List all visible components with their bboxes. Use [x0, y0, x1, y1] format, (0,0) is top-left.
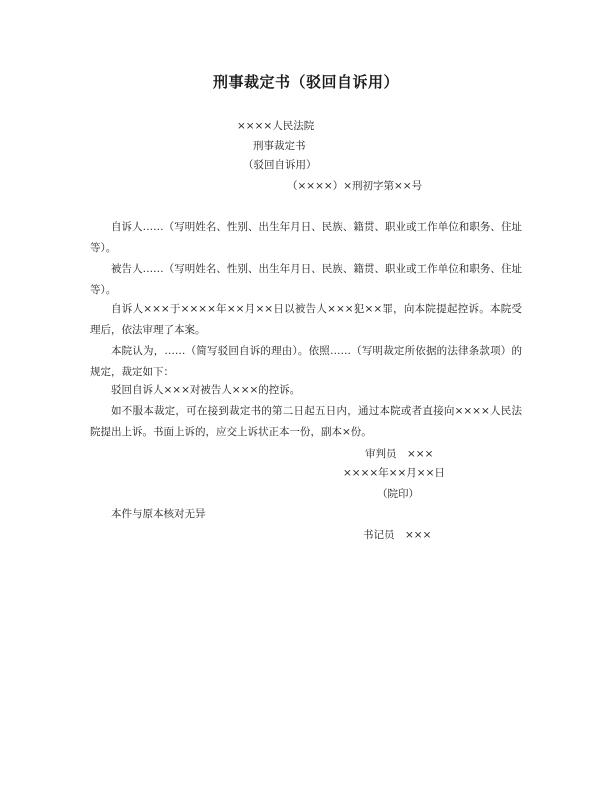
document-title: 刑事裁定书（驳回自诉用）	[212, 73, 399, 91]
court-seal: （院印）	[377, 488, 419, 500]
clerk-signature: 书记员 ×××	[363, 529, 432, 541]
appeal-notice-paragraph: 如不服本裁定，可在接到裁定书的第二日起五日内，通过本院或者直接向××××人民法院提出上诉。书面上诉的，应交上诉状正本一份，副本×份。	[90, 405, 522, 438]
plaintiff-paragraph: 自诉人……（写明姓名、性别、出生年月日、民族、籍贯、职业或工作单位和职务、住址等）。	[90, 221, 522, 254]
document-subtype: （驳回自诉用）	[243, 159, 317, 171]
court-name: ××××人民法院	[237, 120, 315, 132]
case-number: （××××）×刑初字第××号	[287, 180, 423, 192]
document-type: 刑事裁定书	[253, 140, 306, 152]
ruling-paragraph: 驳回自诉人×××对被告人×××的控诉。	[111, 384, 301, 396]
judge-signature: 审判员 ×××	[365, 448, 434, 460]
verification-note: 本件与原本核对无异	[111, 508, 206, 520]
ruling-date: ××××年××月××日	[343, 467, 445, 479]
case-background-paragraph: 自诉人×××于××××年××月××日以被告人×××犯××罪，向本院提起控诉。本院受理后，依法审理了本案。	[90, 303, 522, 336]
court-opinion-paragraph: 本院认为，……（简写驳回自诉的理由）。依照……（写明裁定所依据的法律条款项）的规定，裁定如下：	[90, 345, 522, 378]
defendant-paragraph: 被告人……（写明姓名、性别、出生年月日、民族、籍贯、职业或工作单位和职务、住址等）。	[90, 263, 522, 296]
